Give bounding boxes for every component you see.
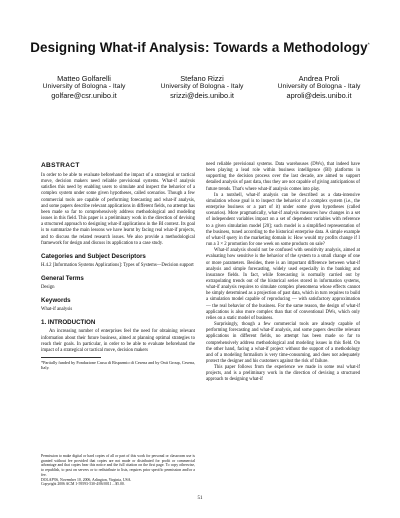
title-footnote-mark: * bbox=[367, 42, 370, 49]
author-affiliation: University of Bologna - Italy bbox=[277, 83, 361, 90]
left-column bbox=[41, 162, 195, 370]
author-1 bbox=[24, 75, 144, 101]
terms-heading: General Terms bbox=[41, 275, 84, 283]
author-affiliation: University of Bologna - Italy bbox=[160, 83, 244, 90]
right-column bbox=[206, 162, 360, 384]
author-email: srizzi@deis.unibo.it bbox=[170, 91, 234, 100]
title-text: Designing What-if Analysis: Towards a Methodology bbox=[30, 40, 368, 55]
body-paragraph-4: Surprisingly, though a few commercial tools are already capable of performing forecasting and what-if analysis, and some papers describe relevant applications in different fields, no attempt has been made so far to comprehensively address methodological and modeling issues in this field. On the other hand, facing a what-if project without the support of a methodology and of a modeling formalism is very time-consuming, and does not adequately protect the designer and his customers against the risk of failure. bbox=[206, 322, 360, 364]
intro-paragraph: An increasing number of enterprises feel the need for obtaining relevant information about their future business, aimed at planning optimal strategies to reach their goals. In particular, in order to be able to evaluate beforehand the impact of a strategical or tactical move, decision makers bbox=[41, 329, 195, 353]
abstract-text: In order to be able to evaluate beforehand the impact of a strategical or tactical move, decision makers need reliable previsional systems. What-if analysis satisfies this need by enabling users to simulate and inspect the behavior of a complex system under some given hypotheses, called scenarios. Though a few commercial tools are capable of performing forecasting and what-if analysis, and some papers describe relevant applications in different fields, no attempt has been made so far to comprehensively address methodological and modeling issues in this field. This paper is a preliminary work in the direction of devising a structured approach to designing what-if applications in the BI context. Its goal is to summarize the main lessons we have learnt by facing real what-if projects, and to discuss the related research issues. We also provide a methodological framework for design and discuss its application to a case study. bbox=[41, 173, 195, 246]
conference-line: DOLAP'06, November 10, 2006, Arlington, Virginia, USA. bbox=[41, 477, 132, 482]
author-name: Matteo Golfarelli bbox=[57, 74, 111, 83]
author-2 bbox=[142, 75, 262, 101]
author-block bbox=[36, 75, 368, 107]
author-affiliation: University of Bologna - Italy bbox=[42, 83, 126, 90]
author-name: Andrea Proli bbox=[298, 74, 340, 83]
body-paragraph-1: need reliable previsional systems. Data warehouses (DWs), that indeed have been playing a lead role within business intelligence (BI) platforms in supporting the decision process over the last decade, are aimed to support detailed analysis of past data, thus they are not capable of giving anticipations of future trends. That's where what-if analysis comes into play. bbox=[206, 162, 360, 192]
paper-title bbox=[0, 40, 400, 55]
keywords-heading: Keywords bbox=[41, 297, 71, 305]
intro-heading: 1. INTRODUCTION bbox=[41, 319, 96, 327]
abstract-heading: ABSTRACT bbox=[41, 162, 80, 169]
permission-block bbox=[41, 454, 195, 487]
categories-text: H.4.2 [Information Systems Applications]: Types of Systems—Decision support bbox=[41, 262, 194, 268]
body-paragraph-3: What-if analysis should not be confused with sensitivity analysis, aimed at evaluating how sensitive is the behavior of the system to a small change of one or more parameters. Besides, there is an important difference between what-if analysis and simple forecasting, widely used especially in the banking and insurance fields. In fact, while forecasting is normally carried out by extrapolating trends out of the historical series stored in information systems, what-if analysis requires to simulate complex phenomena whose effects cannot be simply determined as a projection of past data, which in turn requires to build a simulation model capable of reproducing — with satisfactory approximation — the real behavior of the business. For the same reason, the design of what-if applications is also more complex than that of conventional DWs, which only relies on a static model of business. bbox=[206, 248, 360, 321]
terms-text: Design bbox=[41, 285, 55, 291]
funding-footnote: *Partially funded by Fondazione Cassa di Risparmio di Cesena and by Onit Group, Cesena, Italy. bbox=[41, 359, 195, 371]
author-3 bbox=[259, 75, 379, 101]
keywords-text: What-if analysis bbox=[41, 307, 73, 313]
author-name: Stefano Rizzi bbox=[180, 74, 224, 83]
permission-text: Permission to make digital or hard copies of all or part of this work for personal or classroom use is granted without fee provided that copies are not made or distributed for profit or commercial advantage and that copies bear this notice and the full citation on the first page. To copy otherwise, to republish, to post on servers or to redistribute to lists, requires prior specific permission and/or a fee. bbox=[41, 454, 195, 477]
body-paragraph-2: In a nutshell, what-if analysis can be described as a data-intensive simulation whose goal is to inspect the behavior of a complex system (i.e., the enterprise business or a part of it) under some given hypotheses (called scenarios). More pragmatically, what-if analysis measures how changes in a set of independent variables impact on a set of dependent variables with reference to a given simulation model [20]; such model is a simplified representation of the business, tuned according to the historical enterprise data. A simple example of what-if query in the marketing domain is: How would my profits change if I run a 3 × 2 promotion for one week on some products on sale? bbox=[206, 192, 360, 248]
page-number: 51 bbox=[197, 496, 203, 501]
copyright-line: Copyright 2006 ACM 1-59593-530-4/06/0011 ...$5.00. bbox=[41, 482, 125, 487]
author-email: aproli@deis.unibo.it bbox=[286, 91, 352, 100]
footnote-divider bbox=[41, 357, 101, 358]
author-email: golfare@csr.unibo.it bbox=[51, 91, 117, 100]
categories-heading: Categories and Subject Descriptors bbox=[41, 252, 146, 260]
body-paragraph-5: This paper follows from the experience we made in some real what-if projects, and is a preliminary work in the direction of devising a structured approach to designing what-if bbox=[206, 365, 360, 383]
